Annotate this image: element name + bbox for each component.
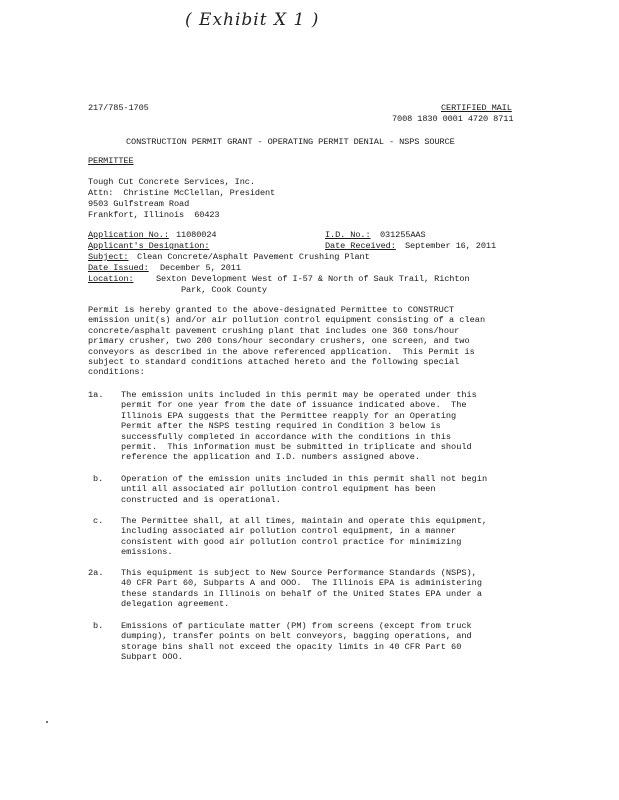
condition-line: storage bins shall not exceed the opacity limits in 40 CFR Part 60 bbox=[121, 641, 462, 652]
designation-label: Applicant's Designation: bbox=[88, 241, 210, 251]
condition-1c-label: c. bbox=[93, 516, 104, 526]
location-value-line-1: Sexton Development West of I-57 & North of Sauk Trail, Richton bbox=[156, 274, 470, 284]
condition-line: dumping), transfer points on belt conveyors, bagging operations, and bbox=[121, 631, 472, 642]
condition-line: Subpart OOO. bbox=[121, 652, 183, 663]
phone-number: 217/785-1705 bbox=[88, 103, 149, 113]
handwritten-exhibit-note: ( Exhibit X 1 ) bbox=[185, 10, 320, 30]
condition-line: This equipment is subject to New Source Performance Standards (NSPS), bbox=[121, 568, 477, 578]
intro-line: Permit is hereby granted to the above-designated Permittee to CONSTRUCT bbox=[88, 305, 455, 315]
condition-1a-text bbox=[121, 390, 521, 463]
intro-line: conditions: bbox=[88, 367, 145, 378]
condition-2a-text bbox=[121, 568, 521, 610]
intro-paragraph bbox=[88, 305, 528, 378]
condition-2b-text bbox=[121, 621, 521, 663]
location-label: Location: bbox=[88, 274, 134, 284]
condition-line: emissions. bbox=[121, 547, 173, 558]
subject-value: Clean Concrete/Asphalt Pavement Crushing Plant bbox=[137, 252, 370, 262]
condition-line: constructed and is operational. bbox=[121, 494, 281, 505]
id-no-label: I.D. No.: bbox=[325, 230, 371, 240]
condition-line: reference the application and I.D. numbers assigned above. bbox=[121, 452, 421, 463]
intro-line: subject to standard conditions attached hereto and the following special bbox=[88, 357, 460, 368]
condition-2b-label: b. bbox=[93, 621, 104, 631]
condition-line: successfully completed in accordance with the conditions in this bbox=[121, 431, 452, 442]
condition-line: The emission units included in this permit may be operated under this bbox=[121, 390, 477, 400]
condition-line: The Permittee shall, at all times, maintain and operate this equipment, bbox=[121, 516, 488, 526]
condition-1b-label: b. bbox=[93, 474, 104, 484]
intro-line: emission unit(s) and/or air pollution control equipment consisting of a clean bbox=[88, 315, 486, 326]
condition-line: Emissions of particulate matter (PM) from screens (except from truck bbox=[121, 621, 472, 631]
company-name: Tough Cut Concrete Services, Inc. bbox=[88, 177, 255, 187]
condition-line: permit. This information must be submitted in triplicate and should bbox=[121, 442, 472, 453]
condition-line: these standards in Illinois on behalf of the United States EPA under a bbox=[121, 588, 482, 599]
application-no-value: 11080024 bbox=[176, 230, 217, 240]
location-value-line-2: Park, Cook County bbox=[181, 285, 267, 295]
date-received-label: Date Received: bbox=[325, 241, 396, 251]
intro-line: primary crusher, two 200 tons/hour secondary crushers, one screen, and two bbox=[88, 336, 470, 347]
condition-line: permit for one year from the date of issuance indicated above. The bbox=[121, 400, 467, 411]
tracking-number: 7008 1830 0001 4720 8711 bbox=[392, 114, 514, 124]
permittee-heading: PERMITTEE bbox=[88, 156, 134, 166]
condition-line: Illinois EPA suggests that the Permittee reapply for an Operating bbox=[121, 410, 457, 421]
document-title: CONSTRUCTION PERMIT GRANT - OPERATING PERMIT DENIAL - NSPS SOURCE bbox=[126, 137, 455, 147]
condition-line: Permit after the NSPS testing required in Condition 3 below is bbox=[121, 421, 441, 432]
street-address: 9503 Gulfstream Road bbox=[88, 199, 190, 209]
condition-line: Operation of the emission units included in this permit shall not begin bbox=[121, 474, 488, 484]
condition-1c-text bbox=[121, 516, 521, 558]
condition-line: 40 CFR Part 60, Subparts A and OOO. The Illinois EPA is administering bbox=[121, 578, 482, 589]
application-no-label: Application No.: bbox=[88, 230, 169, 240]
intro-line: concrete/asphalt pavement crushing plant that includes one 360 tons/hour bbox=[88, 325, 460, 336]
date-issued-label: Date Issued: bbox=[88, 263, 149, 273]
certified-mail-label: CERTIFIED MAIL bbox=[441, 103, 512, 113]
intro-line: conveyors as described in the above referenced application. This Permit is bbox=[88, 346, 475, 357]
condition-line: delegation agreement. bbox=[121, 599, 230, 610]
condition-1b-text bbox=[121, 474, 521, 505]
date-received-value: September 16, 2011 bbox=[405, 241, 497, 251]
attention-line: Attn: Christine McClellan, President bbox=[88, 188, 276, 198]
condition-line: including associated air pollution control equipment, in a manner bbox=[121, 526, 457, 537]
subject-label: Subject: bbox=[88, 252, 129, 262]
date-issued-value: December 5, 2011 bbox=[160, 263, 241, 273]
id-no-value: 031255AAS bbox=[380, 230, 426, 240]
city-state-zip: Frankfort, Illinois 60423 bbox=[88, 210, 220, 220]
condition-1a-label: 1a. bbox=[88, 390, 104, 400]
condition-2a-label: 2a. bbox=[88, 568, 104, 578]
condition-line: consistent with good air pollution control practice for minimizing bbox=[121, 536, 462, 547]
condition-line: until all associated air pollution control equipment has been bbox=[121, 484, 436, 495]
scan-speck bbox=[46, 721, 48, 723]
